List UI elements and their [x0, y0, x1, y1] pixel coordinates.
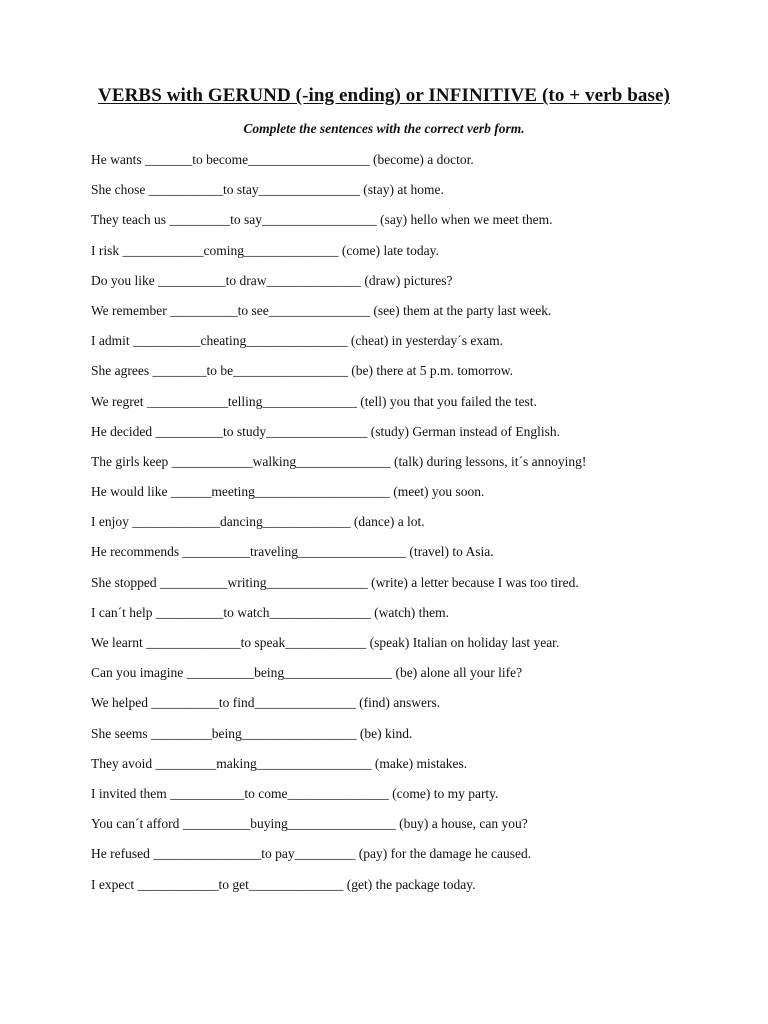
sentence: I enjoy _____________dancing_____________ (dance) a lot. — [91, 514, 425, 530]
instruction: Complete the sentences with the correct verb form. — [243, 121, 525, 136]
sentence: We learnt ______________to speak____________ (speak) Italian on holiday last year. — [91, 635, 560, 650]
sentence: He refused ________________to pay_________ (pay) for the damage he caused. — [91, 846, 532, 862]
sentence: He would like ______meeting____________________ (meet) you soon. — [91, 484, 485, 500]
sentence: She agrees ________to be_________________ (be) there at 5 p.m. tomorrow. — [91, 363, 514, 379]
sentence: I admit __________cheating_______________ (cheat) in yesterday´s exam. — [91, 333, 504, 349]
sentence: He wants _______to become__________________ (become) a doctor. — [91, 152, 474, 167]
page-title: VERBS with GERUND (-ing ending) or INFINITIVE (to + verb base) — [98, 85, 670, 106]
sentence: Can you imagine __________being________________ (be) alone all your life? — [91, 665, 523, 681]
sentence: I expect ____________to get______________ (get) the package today. — [91, 876, 476, 892]
sentence: They teach us _________to say_________________ (say) hello when we meet them. — [91, 212, 553, 228]
sentence-list — [91, 150, 731, 905]
sentence: Do you like __________to draw______________ (draw) pictures? — [91, 272, 453, 288]
sentence: We remember __________to see_______________ (see) them at the party last week. — [91, 302, 552, 318]
sentence: We regret ____________telling______________ (tell) you that you failed the test. — [91, 393, 537, 409]
sentence: You can´t afford __________buying________________ (buy) a house, can you? — [91, 816, 528, 832]
sentence: I invited them ___________to come_______________ (come) to my party. — [91, 785, 499, 801]
sentence: They avoid _________making_________________ (make) mistakes. — [91, 755, 468, 771]
sentence: He recommends __________traveling________________ (travel) to Asia. — [91, 544, 494, 560]
sentence: He decided __________to study_______________ (study) German instead of English. — [91, 423, 561, 439]
sentence: We helped __________to find_______________ (find) answers. — [91, 695, 441, 711]
sentence: She chose ___________to stay_______________ (stay) at home. — [91, 182, 444, 198]
sentence: I can´t help __________to watch_______________ (watch) them. — [91, 604, 450, 620]
sentence: I risk ____________coming______________ (come) late today. — [91, 242, 439, 258]
sentence: She stopped __________writing_______________ (write) a letter because I was too tired. — [91, 574, 579, 590]
sentence: She seems _________being_________________ (be) kind. — [91, 725, 413, 741]
sentence: The girls keep ____________walking______________ (talk) during lessons, it´s annoying! — [91, 453, 587, 469]
